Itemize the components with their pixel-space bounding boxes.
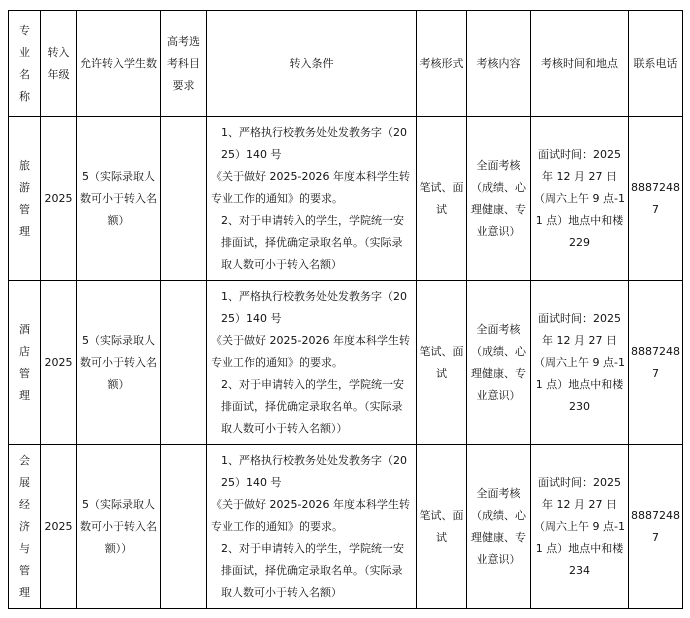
condition-line-2: 《关于做好 2025-2026 年度本科学生转专业工作的通知》的要求。 — [211, 169, 410, 205]
cell-exam-form: 笔试、面试 — [417, 281, 467, 445]
transfer-table — [8, 10, 683, 609]
cell-exam-content: 全面考核（成绩、心理健康、专业意识） — [467, 445, 531, 609]
condition-line-1: 1、严格执行校教务处处发教务字（2025）140 号 — [221, 125, 407, 161]
cell-major: 旅游管理 — [9, 117, 41, 281]
cell-exam-form: 笔试、面试 — [417, 117, 467, 281]
cell-subjects — [161, 445, 207, 609]
condition-line-3: 2、对于申请转入的学生，学院统一安排面试，择优确定录取名单。（实际录取人数可小于转入名额） — [221, 541, 404, 599]
header-major: 专业名称 — [9, 11, 41, 117]
cell-phone: 88872487 — [629, 117, 683, 281]
header-exam-content: 考核内容 — [467, 11, 531, 117]
cell-quota: 5（实际录取人数可小于转入名额） — [77, 117, 161, 281]
header-conditions: 转入条件 — [207, 11, 417, 117]
cell-exam-time-place: 面试时间：2025 年 12 月 27 日（周六上午 9 点-11 点）地点中和楼 230 — [531, 281, 629, 445]
condition-line-1: 1、严格执行校教务处处发教务字（2025）140 号 — [221, 453, 407, 489]
cell-conditions — [207, 281, 417, 445]
cell-subjects — [161, 117, 207, 281]
condition-line-1: 1、严格执行校教务处处发教务字（2025）140 号 — [221, 289, 407, 325]
cell-grade: 2025 — [41, 445, 77, 609]
cell-exam-time-place: 面试时间：2025 年 12 月 27 日（周六上午 9 点-11 点）地点中和楼 234 — [531, 445, 629, 609]
cell-grade: 2025 — [41, 117, 77, 281]
header-exam-form: 考核形式 — [417, 11, 467, 117]
cell-major: 会展经济与管理 — [9, 445, 41, 609]
cell-conditions — [207, 445, 417, 609]
cell-exam-time-place: 面试时间：2025 年 12 月 27 日（周六上午 9 点-11 点）地点中和楼 229 — [531, 117, 629, 281]
condition-line-3: 2、对于申请转入的学生，学院统一安排面试，择优确定录取名单。（实际录取人数可小于转入名额） — [221, 213, 404, 271]
header-subjects: 高考选考科目要求 — [161, 11, 207, 117]
condition-line-2: 《关于做好 2025-2026 年度本科学生转专业工作的通知》的要求。 — [211, 333, 410, 369]
table-row — [9, 281, 683, 445]
cell-exam-content: 全面考核（成绩、心理健康、专业意识） — [467, 281, 531, 445]
header-grade: 转入年级 — [41, 11, 77, 117]
table-row — [9, 117, 683, 281]
header-exam-time-place: 考核时间和地点 — [531, 11, 629, 117]
cell-quota: 5（实际录取人数可小于转入名额）） — [77, 445, 161, 609]
cell-exam-content: 全面考核（成绩、心理健康、专业意识） — [467, 117, 531, 281]
cell-subjects — [161, 281, 207, 445]
cell-grade: 2025 — [41, 281, 77, 445]
header-quota: 允许转入学生数 — [77, 11, 161, 117]
header-phone: 联系电话 — [629, 11, 683, 117]
condition-line-3: 2、对于申请转入的学生，学院统一安排面试，择优确定录取名单。（实际录取人数可小于转入名额）） — [221, 377, 404, 435]
cell-phone: 88872487 — [629, 445, 683, 609]
cell-conditions — [207, 117, 417, 281]
cell-exam-form: 笔试、面试 — [417, 445, 467, 609]
table-row — [9, 445, 683, 609]
cell-quota: 5（实际录取人数可小于转入名额） — [77, 281, 161, 445]
header-row — [9, 11, 683, 117]
cell-major: 酒店管理 — [9, 281, 41, 445]
condition-line-2: 《关于做好 2025-2026 年度本科学生转专业工作的通知》的要求。 — [211, 497, 410, 533]
cell-phone: 88872487 — [629, 281, 683, 445]
